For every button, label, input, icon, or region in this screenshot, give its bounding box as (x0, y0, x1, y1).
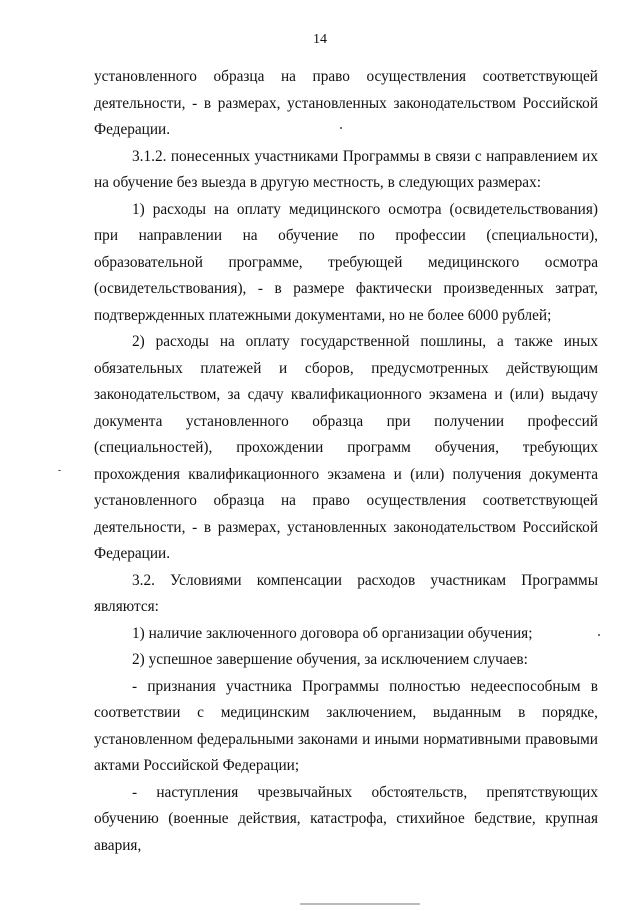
scan-speck (598, 634, 600, 636)
condition-item-2: 2) успешное завершение обучения, за исключением случаев: (132, 651, 528, 668)
paragraph-3-2: 3.2. Условиями компенсации расходов участникам Программы являются: (94, 571, 598, 615)
scan-speck (340, 127, 342, 129)
scan-speck (58, 470, 61, 471)
page-number: 14 (313, 32, 327, 47)
condition-item-1: 1) наличие заключенного договора об организации обучения; (132, 624, 533, 642)
scan-artifact-line (300, 903, 420, 905)
paragraph-continuation: установленного образца на право осуществления соответствующей деятельности, - в размерах, установленных законодательством Российской Федерации. (94, 68, 598, 138)
paragraph-3-1-2: 3.1.2. понесенных участниками Программы в связи с направлением их на обучение без выезда в другую местность, в следующих размерах: (94, 147, 598, 191)
exception-incapacity: - признания участника Программы полностью недееспособным в соответствии с медицинским заключением, выданным в порядке, установленном федеральными законами и иными нормативными правовыми актами Российской Федерации; (94, 677, 598, 774)
exception-emergency: - наступления чрезвычайных обстоятельств, препятствующих обучению (военные действия, катастрофа, стихийное бедствие, крупная авария, (94, 783, 598, 854)
paragraph-item-2-fees: 2) расходы на оплату государственной пошлины, а также иных обязательных платежей и сборов, предусмотренных действующим законодательством, за сдачу квалификационного экзамена и (или) выдачу документа установленного образца при получении профессий (специальностей), прохождении программ обучения, требующих прохождения квалификационного экзамена и (или) получения документа установленного образца на право осуществления соответствующей деятельности, - в размерах, установленных законодательством Российской Федерации. (94, 333, 598, 562)
paragraph-item-1-medical: 1) расходы на оплату медицинского осмотра (освидетельствования) при направлении на обучение по профессии (специальности), образовательной программе, требующей медицинского осмотра (освидетельствования), - в размере фактически произведенных затрат, подтвержденных платежными документами, но не более 6000 рублей; (94, 200, 598, 324)
document-body (94, 64, 598, 859)
